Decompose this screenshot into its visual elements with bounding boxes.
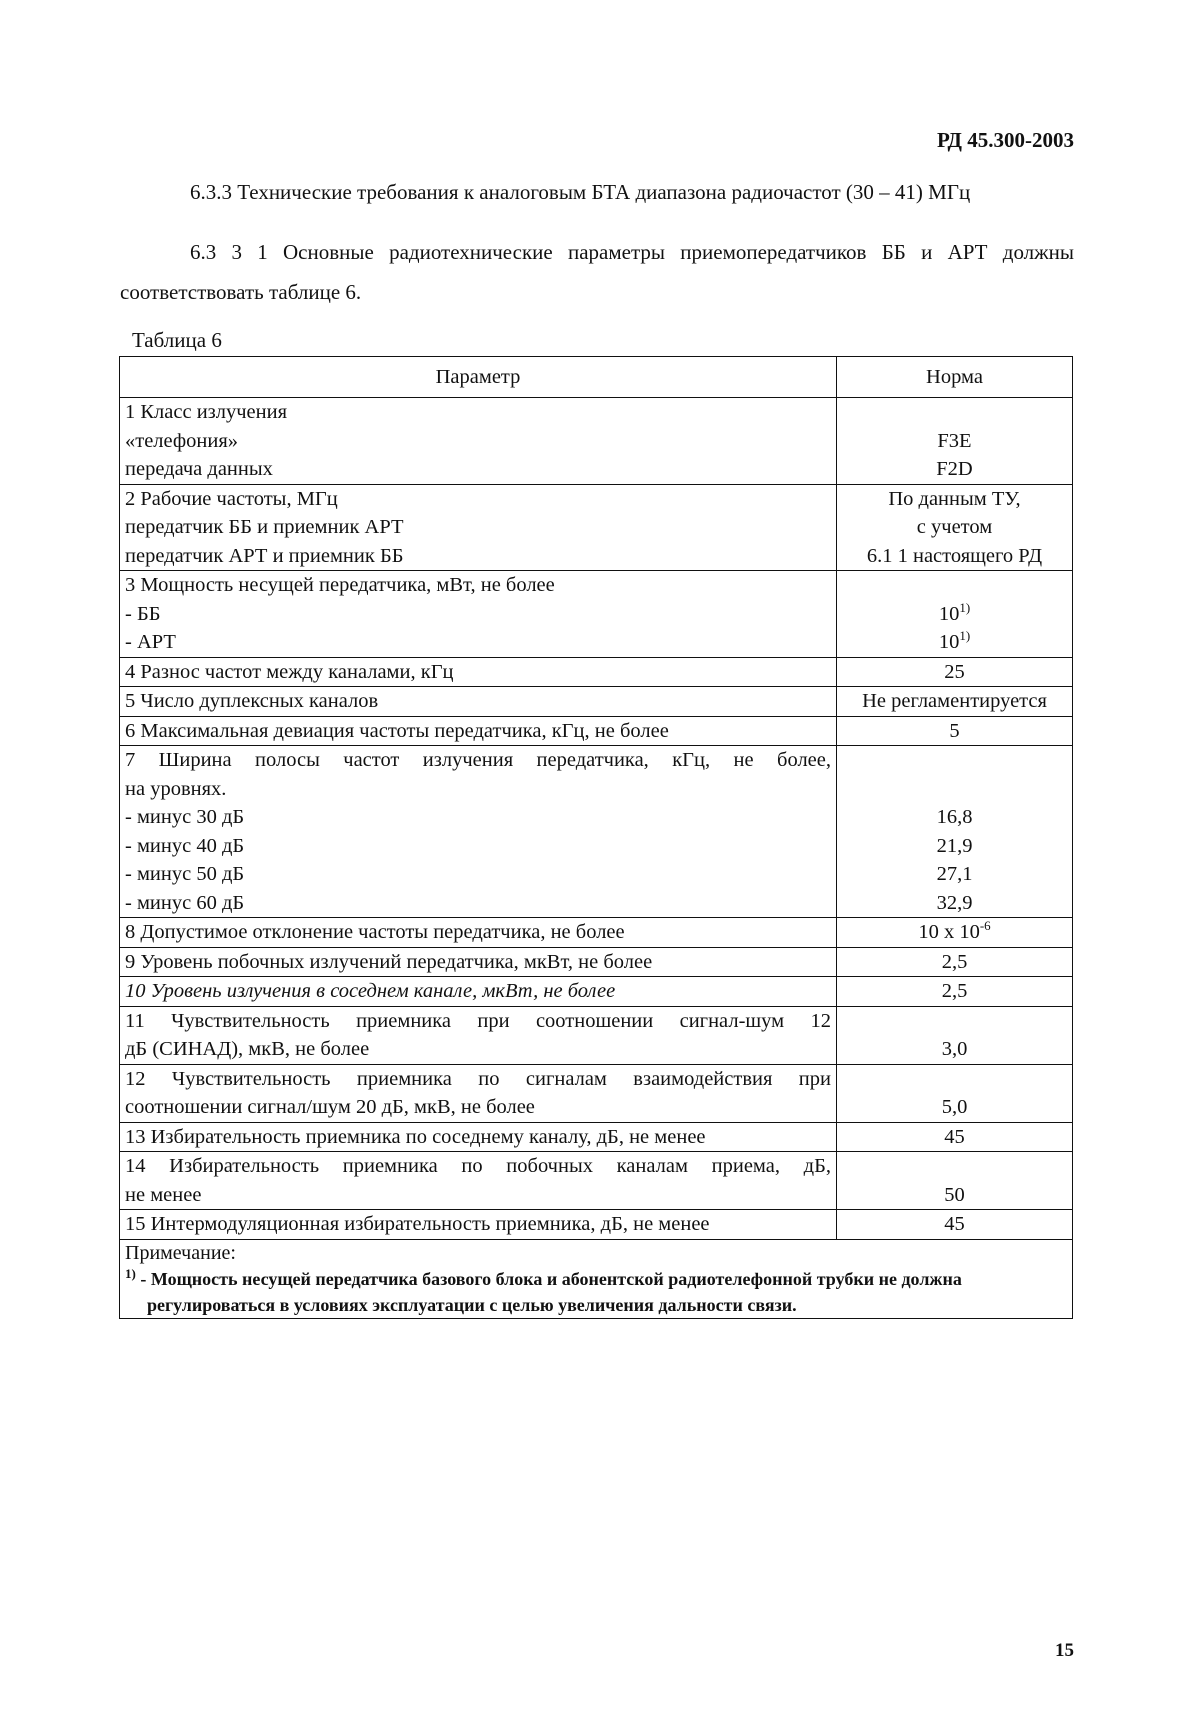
- norm-line: [842, 1093, 1067, 1122]
- table-row: [120, 1006, 1073, 1064]
- parameter-line: 3 Мощность несущей передатчика, мВт, не более: [125, 574, 555, 596]
- norm-superscript: 1): [959, 599, 971, 615]
- norm-cell: [837, 687, 1073, 717]
- norm-line: [842, 832, 1067, 861]
- norm-cell: [837, 571, 1073, 658]
- norm-line: [842, 455, 1067, 484]
- norm-cell: [837, 1152, 1073, 1210]
- norm-value: 32,9: [936, 891, 973, 914]
- parameter-line: - ББ: [125, 602, 161, 625]
- norm-value: 21,9: [936, 834, 973, 857]
- table-row: [120, 1210, 1073, 1240]
- norm-value: 10: [938, 631, 960, 653]
- norm-cell: [837, 746, 1073, 918]
- table-caption: Таблица 6: [132, 328, 222, 352]
- norm-value: 45: [944, 1213, 965, 1235]
- norm-value: с учетом: [916, 516, 993, 538]
- norm-value: 5: [949, 719, 960, 742]
- norm-line: [842, 513, 1067, 542]
- norm-line: [842, 1065, 1067, 1094]
- parameter-cell: [120, 687, 837, 717]
- norm-value: 3,0: [941, 1038, 968, 1060]
- parameter-line: передатчик ББ и приемник АРТ: [125, 516, 404, 538]
- intro-paragraph: 6.3 3 1 Основные радиотехнические параметры приемопередатчиков ББ и АРТ должны соответствовать таблице 6.: [120, 240, 1074, 304]
- norm-cell: [837, 1064, 1073, 1122]
- page-number: 15: [1055, 1640, 1074, 1661]
- parameter-line: 4 Разнос частот между каналами, кГц: [125, 660, 454, 683]
- parameter-line: 11 Чувствительность приемника при соотношении сигнал-шум 12: [125, 1009, 831, 1032]
- norm-line: [842, 1007, 1067, 1036]
- note-title: Примечание:: [125, 1241, 236, 1264]
- norm-value: 45: [944, 1125, 965, 1148]
- norm-line: [842, 687, 1067, 716]
- norm-line: [842, 803, 1067, 832]
- norm-cell: [837, 657, 1073, 687]
- table-row: [120, 716, 1073, 746]
- parameter-line: - минус 40 дБ: [125, 834, 245, 857]
- note-mark: 1): [125, 1265, 136, 1281]
- norm-line: [842, 717, 1067, 746]
- norm-value: 2,5: [941, 980, 968, 1002]
- table-note: [120, 1239, 1073, 1318]
- norm-value: 27,1: [936, 863, 973, 885]
- norm-cell: [837, 716, 1073, 746]
- parameter-line: 12 Чувствительность приемника по сигналам взаимодействия при: [125, 1067, 831, 1090]
- table-row: [120, 484, 1073, 571]
- parameter-line: «телефония»: [125, 429, 239, 452]
- table-row: [120, 977, 1073, 1007]
- parameter-line: 8 Допустимое отклонение частоты передатчика, не более: [125, 921, 625, 943]
- parameter-line: передача данных: [125, 458, 273, 480]
- table-row: [120, 571, 1073, 658]
- parameter-line: 6 Максимальная девиация частоты передатчика, кГц, не более: [125, 719, 669, 742]
- table-row: [120, 947, 1073, 977]
- norm-line: [842, 1210, 1067, 1239]
- parameter-line: на уровнях.: [125, 777, 227, 800]
- norm-value: 5,0: [941, 1096, 968, 1118]
- parameter-cell: [120, 947, 837, 977]
- norm-value: F3E: [937, 429, 972, 452]
- document-code: РД 45.300-2003: [936, 128, 1074, 152]
- parameter-line: - минус 60 дБ: [125, 891, 245, 914]
- parameter-line: 2 Рабочие частоты, МГц: [125, 487, 338, 510]
- table-row: [120, 1064, 1073, 1122]
- norm-superscript: -6: [979, 918, 991, 934]
- norm-line: [842, 628, 1067, 657]
- table-header-row: [120, 357, 1073, 398]
- norm-line: [842, 860, 1067, 889]
- norm-value: Не регламентируется: [862, 690, 1047, 712]
- norm-line: [842, 427, 1067, 456]
- norm-line: [842, 977, 1067, 1006]
- norm-value: 50: [944, 1183, 965, 1206]
- parameter-line: - минус 30 дБ: [125, 806, 245, 828]
- table-row: [120, 657, 1073, 687]
- norm-line: [842, 775, 1067, 804]
- parameter-line: 13 Избирательность приемника по соседнему каналу, дБ, не менее: [125, 1125, 706, 1148]
- norm-value: 10: [938, 602, 960, 625]
- parameter-line: 1 Класс излучения: [125, 401, 288, 423]
- parameter-line: дБ (СИНАД), мкВ, не более: [125, 1038, 370, 1060]
- norm-line: [842, 1152, 1067, 1181]
- norm-line: [842, 485, 1067, 514]
- parameter-cell: [120, 1210, 837, 1240]
- table-row: [120, 687, 1073, 717]
- parameter-line: - АРТ: [125, 631, 176, 653]
- norm-cell: [837, 1210, 1073, 1240]
- norm-value: 2,5: [941, 950, 968, 973]
- norm-superscript: 1): [959, 628, 971, 644]
- header-norm: Норма: [837, 357, 1073, 398]
- parameter-cell: [120, 1064, 837, 1122]
- parameter-line: не менее: [125, 1183, 202, 1206]
- norm-line: [842, 658, 1067, 687]
- norm-line: [842, 889, 1067, 918]
- table-row: [120, 398, 1073, 485]
- norm-cell: [837, 977, 1073, 1007]
- parameter-cell: [120, 657, 837, 687]
- table-row: [120, 1152, 1073, 1210]
- norm-value: 25: [944, 660, 965, 683]
- norm-line: [842, 398, 1067, 427]
- parameter-cell: [120, 918, 837, 948]
- parameter-cell: [120, 571, 837, 658]
- norm-cell: [837, 1122, 1073, 1152]
- norm-value: 16,8: [936, 806, 973, 828]
- norm-value: 10 x 10: [918, 921, 980, 943]
- norm-line: [842, 918, 1067, 947]
- norm-line: [842, 1035, 1067, 1064]
- norm-cell: [837, 947, 1073, 977]
- norm-cell: [837, 1006, 1073, 1064]
- parameter-cell: [120, 716, 837, 746]
- section-title: 6.3.3 Технические требования к аналоговым БТА диапазона радиочастот (30 – 41) МГц: [190, 180, 971, 204]
- norm-line: [842, 948, 1067, 977]
- parameter-line: 10 Уровень излучения в соседнем канале, мкВт, не более: [125, 980, 616, 1002]
- parameter-cell: [120, 484, 837, 571]
- norm-line: [842, 746, 1067, 775]
- header-parameter: Параметр: [120, 357, 837, 398]
- parameter-cell: [120, 746, 837, 918]
- parameter-line: 9 Уровень побочных излучений передатчика, мкВт, не более: [125, 950, 653, 973]
- parameter-cell: [120, 977, 837, 1007]
- parameter-line: 5 Число дуплексных каналов: [125, 690, 379, 712]
- table-row: [120, 1122, 1073, 1152]
- norm-value: 6.1 1 настоящего РД: [866, 544, 1043, 567]
- norm-line: [842, 1181, 1067, 1210]
- note-row: [120, 1239, 1073, 1318]
- norm-cell: [837, 398, 1073, 485]
- parameter-cell: [120, 1122, 837, 1152]
- parameters-table: [119, 356, 1073, 1319]
- norm-line: [842, 600, 1067, 629]
- norm-line: [842, 571, 1067, 600]
- parameter-line: 7 Ширина полосы частот излучения передатчика, кГц, не более,: [125, 749, 831, 771]
- parameter-cell: [120, 398, 837, 485]
- parameter-cell: [120, 1152, 837, 1210]
- norm-cell: [837, 484, 1073, 571]
- norm-value: По данным ТУ,: [888, 487, 1021, 510]
- norm-line: [842, 1123, 1067, 1152]
- parameter-line: 14 Избирательность приемника по побочных каналам приема, дБ,: [125, 1155, 831, 1177]
- parameter-line: соотношении сигнал/шум 20 дБ, мкВ, не более: [125, 1096, 535, 1118]
- parameter-cell: [120, 1006, 837, 1064]
- parameter-line: передатчик АРТ и приемник ББ: [125, 544, 404, 567]
- table-row: [120, 918, 1073, 948]
- norm-value: F2D: [936, 458, 973, 480]
- norm-cell: [837, 918, 1073, 948]
- note-text-block: [125, 1266, 1067, 1318]
- table-row: [120, 746, 1073, 918]
- parameter-line: 15 Интермодуляционная избирательность приемника, дБ, не менее: [125, 1213, 710, 1235]
- note-text: - Мощность несущей передатчика базового блока и абонентской радиотелефонной трубки не должна регулироваться в условиях эксплуатации с целью увеличения дальности связи.: [140, 1268, 962, 1315]
- parameter-line: - минус 50 дБ: [125, 863, 245, 885]
- norm-line: [842, 542, 1067, 571]
